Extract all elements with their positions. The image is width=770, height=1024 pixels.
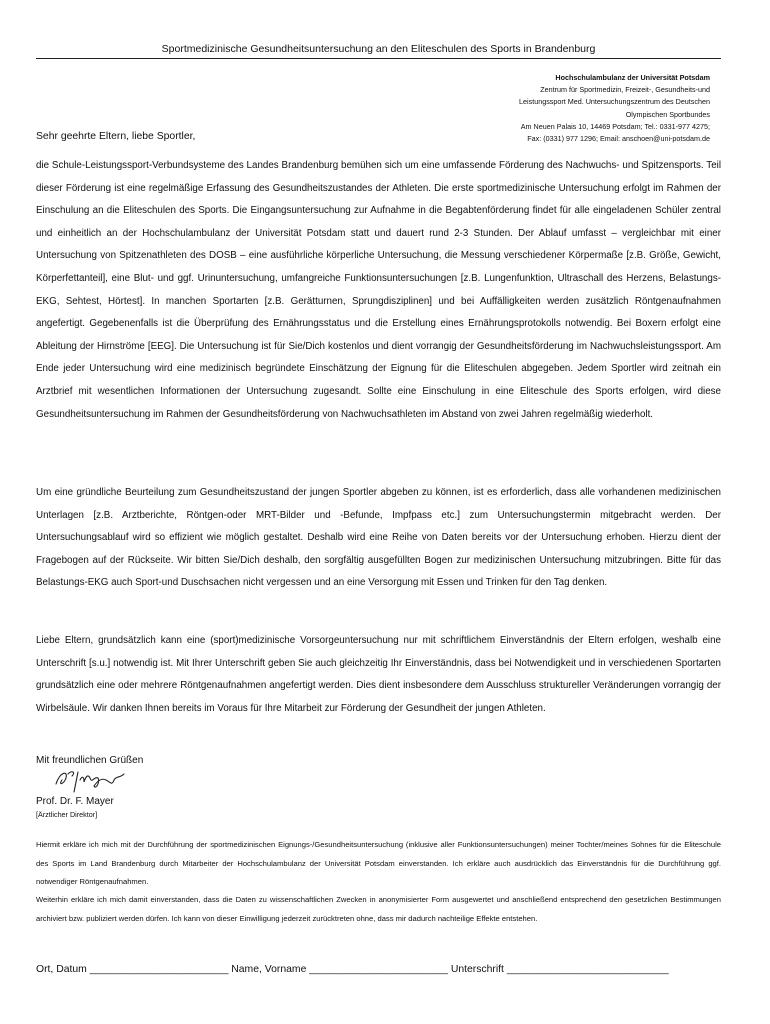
signature-fields-line[interactable]: Ort, Datum ________________________ Name, Vorname ________________________ Unterschrift ____________________________ — [36, 964, 669, 975]
body-paragraph: die Schule-Leistungssport-Verbundsysteme des Landes Brandenburg bemühen sich um eine umfassende Förderung des Nachwuchs- und Spitzensports. Teil dieser Förderung ist eine regelmäßige Erfassung des Gesundheitszustandes der Athleten. Die erste sportmedizinische Untersuchung erfolgt im Rahmen der Einschulung an die Eliteschulen des Sports. Die Eingangsuntersuchung zur Aufnahme in die Begabtenförderung findet für alle eingeladenen Schüler zentral und einheitlich an der Hochschulambulanz der Universität Potsdam statt und dauert rund 2-3 Stunden. Der Ablauf umfasst – vergleichbar mit einer Untersuchung von Spitzenathleten des DOSB – eine ausführliche körperliche Untersuchung, die Messung verschiedener Körpermaße [z.B. Größe, Gewicht, Körperfettanteil], eine Blut- und ggf. Urinuntersuchung, umfangreiche Funktionsuntersuchungen [z.B. Lungenfunktion, Ultraschall des Herzens, Belastungs-EKG, Sehtest, Hörtest]. In manchen Sportarten [z.B. Gerätturnen, Sprungdisziplinen] und bei Auffälligkeiten werden zusätzlich Röntgenaufnahmen angefertigt. Gegebenenfalls ist die Überprüfung des Ernährungsstatus und die Erstellung eines Ernährungsprotokolls notwendig. Bei Boxern erfolgt eine Ableitung der Hirnströme [EEG]. Die Untersuchung ist für Sie/Dich kostenlos und dient vorrangig der Gesundheitsförderung im Nachwuchsleistungssport. Am Ende jeder Untersuchung wird eine medizinisch begründete Einschätzung der Eignung für die Eliteschulen abgegeben. Jedem Sportler wird zeitnah ein Arztbrief mit wesentlichen Informationen der Untersuchung zugesandt. Sollte eine Einschulung in eine Eliteschule des Sports erfolgen, wird diese Gesundheitsuntersuchung im Rahmen der Gesundheitsförderung von Nachwuchsathleten im Abstand von zwei Jahren regelmäßig wiederholt. — [36, 160, 721, 420]
sender-address-block — [410, 72, 710, 145]
consent-paragraph: Hiermit erkläre ich mich mit der Durchführung der sportmedizinischen Eignungs-/Gesundheitsuntersuchung (inklusive aller Funktionsuntersuchungen) meiner Tochter/meines Sohnes für die Eliteschule des Sports im Land Brandenburg durch Mitarbeiter der Hochschulambulanz der Universität Potsdam einverstanden. Ich erkläre auch ausdrücklich das Einverständnis für die Durchführung ggf. notwendiger Röntgenaufnahmen. — [36, 840, 721, 886]
body-paragraph: Um eine gründliche Beurteilung zum Gesundheitszustand der jungen Sportler abgeben zu können, ist es erforderlich, dass alle vorhandenen medizinischen Unterlagen [z.B. Arztberichte, Röntgen-oder MRT-Bilder und -Befunde, Impfpass etc.] zum Untersuchungstermin mitgebracht werden. Der Untersuchungsablauf wird so effizient wie möglich gestaltet. Deshalb wird eine Reihe von Daten bereits vor der Untersuchung erhoben. Hierzu dient der Fragebogen auf der Rückseite. Wir bitten Sie/Dich deshalb, den sorgfältig ausgefüllten Bogen zur medizinischen Untersuchung mitzubringen. Bitte für das Belastungs-EKG auch Sport-und Duschsachen nicht vergessen und an eine Versorgung mit Essen und Trinken für den Tag denken. — [36, 487, 721, 589]
closing-greeting: Mit freundlichen Grüßen — [36, 755, 144, 766]
signer-name: Prof. Dr. F. Mayer — [36, 796, 114, 807]
handwritten-signature — [52, 766, 132, 796]
address-line: Leistungssport Med. Untersuchungszentrum des Deutschen — [519, 97, 710, 107]
signer-role: [Ärztlicher Direktor] — [36, 810, 98, 819]
body-paragraph: Liebe Eltern, grundsätzlich kann eine (sport)medizinische Vorsorgeuntersuchung nur mit schriftlichem Einverständnis der Eltern erfolgen, weshalb eine Unterschrift [s.u.] notwendig ist. Mit Ihrer Unterschrift geben Sie auch gleichzeitig Ihr Einverständnis, dass bei Notwendigkeit und in verschiedenen Sportarten grundsätzlich eine oder mehrere Röntgenaufnahmen angefertigt werden. Dies dient insbesondere dem Ausschluss struktureller Veränderungen vorrangig der Wirbelsäule. Wir danken Ihnen bereits im Voraus für Ihre Mitarbeit zur Förderung der Gesundheit der jungen Athleten. — [36, 635, 721, 714]
salutation: Sehr geehrte Eltern, liebe Sportler, — [36, 131, 196, 142]
address-line: Olympischen Sportbundes — [625, 109, 710, 119]
page-title: Sportmedizinische Gesundheitsuntersuchung an den Eliteschulen des Sports in Brandenburg — [36, 43, 721, 59]
address-contact-line: Fax: (0331) 977 1296; Email: anschoen@uni-potsdam.de — [527, 134, 710, 144]
address-line: Zentrum für Sportmedizin, Freizeit-, Gesundheits-und — [540, 85, 710, 95]
sender-organization: Hochschulambulanz der Universität Potsdam — [555, 73, 710, 82]
address-line: Am Neuen Palais 10, 14469 Potsdam; Tel.: 0331-977 4275; — [520, 121, 710, 131]
consent-paragraph: Weiterhin erkläre ich mich damit einverstanden, dass die Daten zu wissenschaftlichen Zwecken in anonymisierter Form ausgewertet und anschließend entsprechend den gesetzlichen Bestimmungen archiviert bzw. publiziert werden dürfen. Ich kann von dieser Einwilligung jederzeit zurücktreten ohne, dass mir dadurch nachteilige Effekte entstehen. — [36, 895, 721, 923]
